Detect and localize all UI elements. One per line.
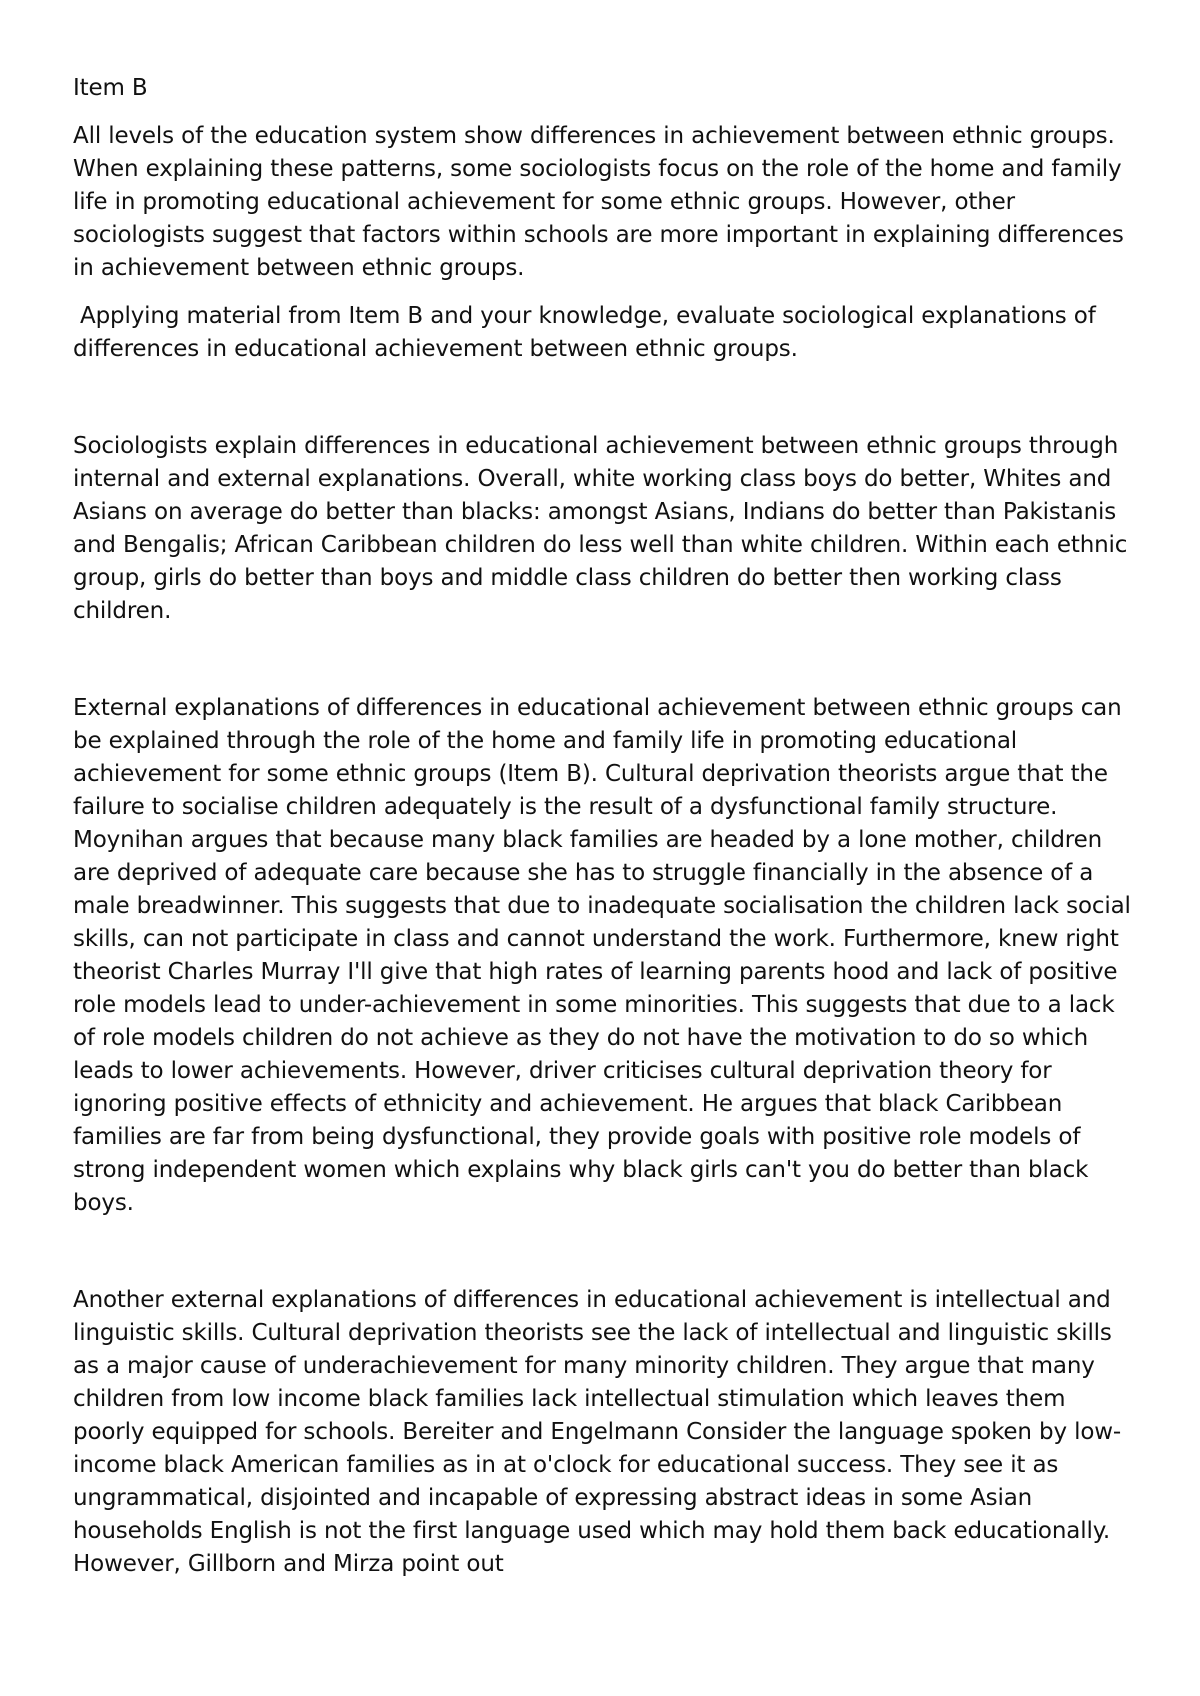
essay-question: Applying material from Item B and your knowledge, evaluate sociological explanations of differences in educational achievement between ethnic groups. xyxy=(73,303,1096,362)
document-body xyxy=(73,72,1143,1645)
item-b-text: All levels of the education system show differences in achievement between ethnic groups. When explaining these patterns, some sociologists focus on the role of the home and family life in promoting educational achievement for some ethnic groups. However, other sociologists suggest that factors within schools are more important in explaining differences in achievement between ethnic groups. xyxy=(73,123,1124,281)
answer-paragraph-linguistic: Another external explanations of differences in educational achievement is intellectual and linguistic skills. Cultural deprivation theorists see the lack of intellectual and linguistic skills as a major cause of underachievement for many minority children. They argue that many children from low income black families lack intellectual stimulation which leaves them poorly equipped for schools. Bereiter and Engelmann Consider the language spoken by low- income black American families as in at o'clock for educational success. They see it as ungrammatical, disjointed and incapable of expressing abstract ideas in some Asian households English is not the first language used which may hold them back educationally. However, Gillborn and Mirza point out xyxy=(73,1287,1122,1577)
answer-paragraph-intro: Sociologists explain differences in educational achievement between ethnic groups through internal and external explanations. Overall, white working class boys do better, Whites and Asians on average do better than blacks: amongst Asians, Indians do better than Pakistanis and Bengalis; African Caribbean children do less well than white children. Within each ethnic group, girls do better than boys and middle class children do better then working class children. xyxy=(73,433,1128,624)
item-heading: Item B xyxy=(73,75,148,101)
answer-paragraph-family: External explanations of differences in educational achievement between ethnic groups can be explained through the role of the home and family life in promoting educational achievement for some ethnic groups (Item B). Cultural deprivation theorists argue that the failure to socialise children adequately is the result of a dysfunctional family structure. Moynihan argues that because many black families are headed by a lone mother, children are deprived of adequate care because she has to struggle financially in the absence of a male breadwinner. This suggests that due to inadequate socialisation the children lack social skills, can not participate in class and cannot understand the work. Furthermore, knew right theorist Charles Murray I'll give that high rates of learning parents hood and lack of positive role models lead to under-achievement in some minorities. This suggests that due to a lack of role models children do not achieve as they do not have the motivation to do so which leads to lower achievements. However, driver criticises cultural deprivation theory for ignoring positive effects of ethnicity and achievement. He argues that black Caribbean families are far from being dysfunctional, they provide goals with positive role models of strong independent women which explains why black girls can't you do better than black boys. xyxy=(73,695,1131,1216)
